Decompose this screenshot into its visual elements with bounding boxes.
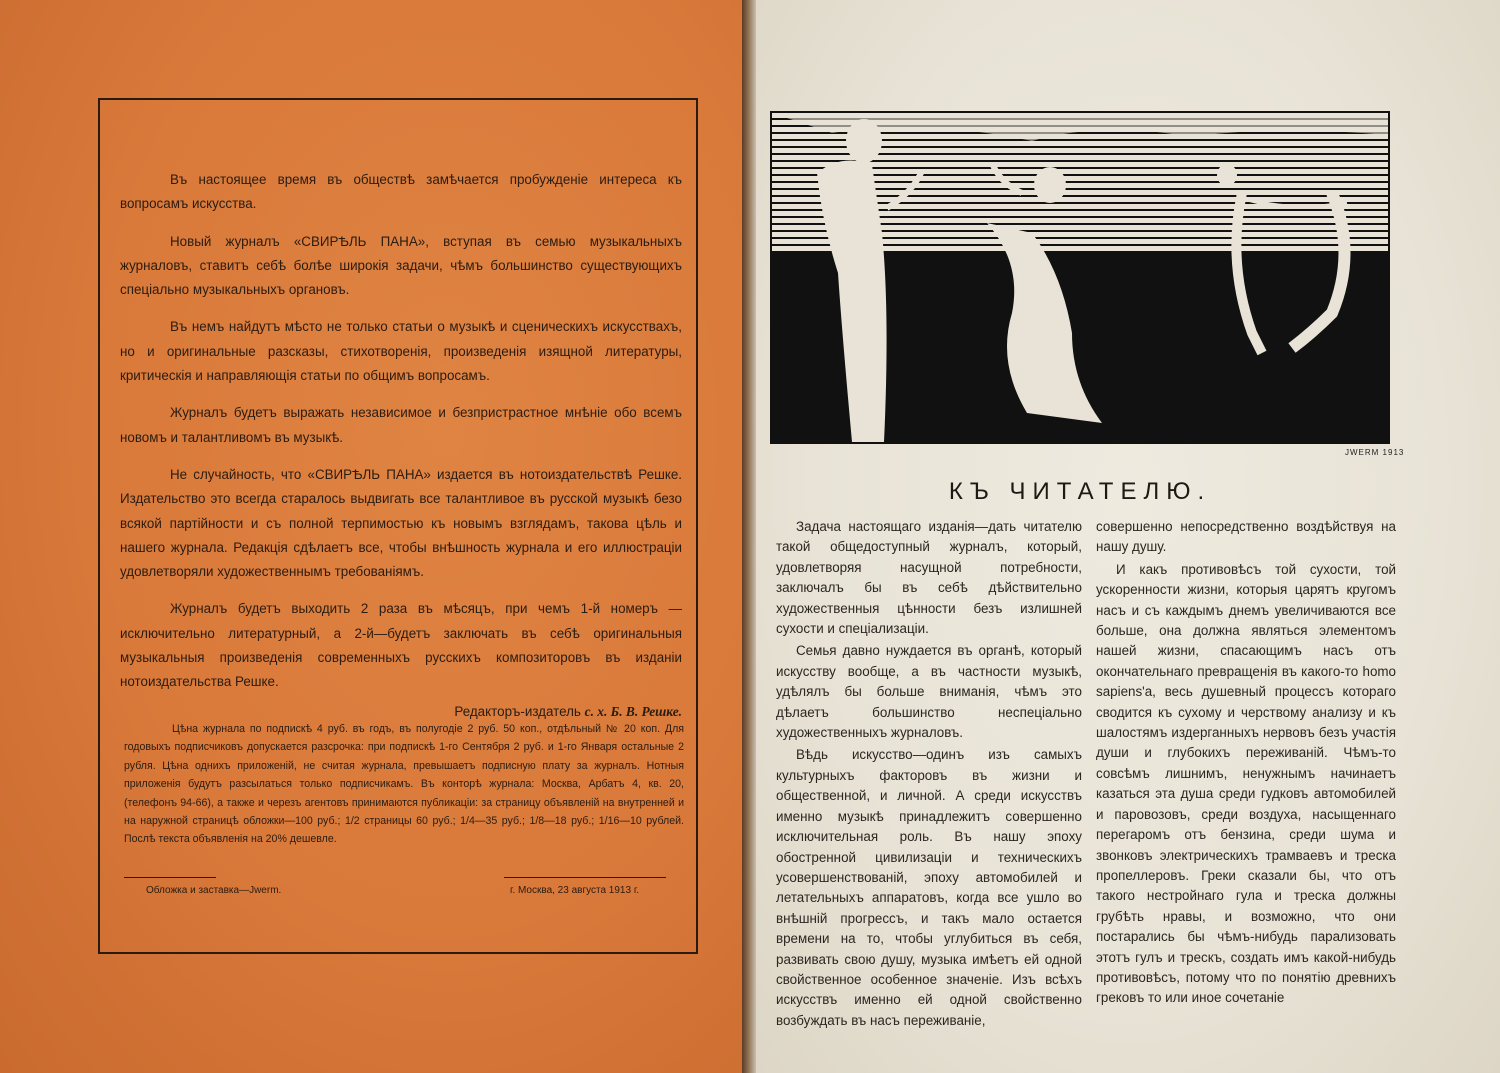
cover-page xyxy=(0,0,742,1073)
price-text: Цѣна журнала по подпискѣ 4 руб. въ годъ, въ полугодіе 2 руб. 50 коп., отдѣльный № 20 коп. Для годовыхъ подписчиковъ допускается разсрочка: при подпискѣ 1-го Сентября 2 руб. и 1-го Января остальные 2 рубля. Цѣна однихъ приложеній, не считая журнала, превышаетъ подписную плату за журналъ. Нотныя приложенія будутъ разсылаться только подписчикамъ. Въ конторѣ журнала: Москва, Арбатъ 4, кв. 20, (телефонъ 94-66), а также и черезъ агентовъ принимаются публикаціи: за страницу объявленій на внутренней и на наружной страницѣ обложки—100 руб.; 1/2 страницы 60 руб.; 1/4—35 руб.; 1/8—18 руб.; 1/16—10 рублей. Послѣ текста объявленія на 20% дешевле. xyxy=(124,723,684,846)
redactor-name: с. х. Б. В. Решке. xyxy=(584,703,682,719)
subscription-price-block xyxy=(124,720,684,849)
article-heading: КЪ ЧИТАТЕЛЮ. xyxy=(948,478,1212,505)
announcement-paragraph-4: Журналъ будетъ выражать независимое и безпристрастное мнѣніе обо всемъ новомъ и талантливомъ въ музыкѣ. xyxy=(120,405,682,445)
redactor-label: Редакторъ-издатель xyxy=(454,703,581,719)
announcement-paragraph-1: Въ настоящее время въ обществѣ замѣчается пробужденіе интереса къ вопросамъ искусства. xyxy=(120,172,682,212)
announcement-text xyxy=(120,168,682,737)
col2-continuation: совершенно непосредственно воздѣйствуя на нашу душу. xyxy=(1096,519,1396,555)
article-column-1 xyxy=(776,517,1082,1033)
col1-paragraph-1: Задача настоящаго изданія—дать читателю такой общедоступный журналъ, который, удовлетворяя насущной потребности, заключалъ бы въ себѣ дѣйствительно художественныя цѣнности безъ излишней сухости и спеціализаціи. xyxy=(776,519,1082,637)
article-column-2 xyxy=(1096,517,1396,1011)
announcement-paragraph-3: Въ немъ найдутъ мѣсто не только статьи о музыкѣ и сценическихъ искусствахъ, но и оригинальные разсказы, стихотворенія, произведенія изящной литературы, критическія и направляющія статьи по общимъ вопросамъ. xyxy=(120,319,682,384)
announcement-paragraph-6: Журналъ будетъ выходить 2 раза въ мѣсяцъ, при чемъ 1-й номеръ — исключительно литературный, а 2-й—будетъ заключать въ себѣ оригинальныя музыкальныя произведенія современныхъ русскихъ композиторовъ въ изданіи нотоиздательства Решке. xyxy=(120,601,682,690)
illustration-signature: JWERM 1913 xyxy=(1345,448,1405,457)
footer-rule-left xyxy=(124,877,216,878)
col2-paragraph-1: И какъ противовѣсъ той сухости, той ускоренности жизни, которыя царятъ кругомъ насъ и съ каждымъ днемъ увеличиваются все больше, она должна являться элементомъ нашей жизни, спасающимъ насъ отъ окончательнаго превращенія въ какого-то homo sapiens'a, весь душевный процессъ котораго сводится къ сухому и черствому анализу и къ шалостямъ издерганныхъ нервовъ безъ участія души и глубокихъ переживаній. Чѣмъ-то совсѣмъ лишнимъ, ненужнымъ начинаетъ казаться эта душа среди гудковъ автомобилей и паровозовъ, среди воздуха, насыщеннаго перегаромъ отъ бензина, среди шума и звонковъ электрическихъ трамваевъ и треска пропеллеровъ. Греки сказали бы, что отъ такого нестройнаго гула и треска должны грубѣть нравы, и возможно, что они постарались бы чѣмъ-нибудь парализовать этотъ гулъ и трескъ, создать имъ какой-нибудь противовѣсъ, потому что по понятію древнихъ грековъ то или иное сочетаніе xyxy=(1096,561,1396,1006)
announcement-paragraph-5: Не случайность, что «СВИРѢЛЬ ПАНА» издается въ нотоиздательствѣ Решке. Издательство это всегда старалось выдвигать все талантливое въ русской музыкѣ безо всякой партійности и съ полной терпимостью къ новымъ взглядамъ, такова цѣль и нашего журнала. Редакція сдѣлаетъ все, чтобы внѣшность журнала и его иллюстраціи удовлетворяли художественнымъ требованіямъ. xyxy=(120,466,682,580)
illustration-image xyxy=(772,113,1388,442)
header-illustration xyxy=(770,111,1390,444)
footer-date: г. Москва, 23 августа 1913 г. xyxy=(510,885,640,896)
footer-credit: Обложка и заставка—Jwerm. xyxy=(146,885,282,896)
footer-rule-right xyxy=(504,877,666,878)
page-gutter xyxy=(742,0,756,1073)
announcement-paragraph-2: Новый журналъ «СВИРѢЛЬ ПАНА», вступая въ семью музыкальныхъ журналовъ, ставитъ себѣ болѣе широкія задачи, чѣмъ большинство существующихъ спеціально музыкальныхъ органовъ. xyxy=(120,233,682,298)
col1-paragraph-3: Вѣдь искусство—одинъ изъ самыхъ культурныхъ факторовъ въ жизни и общественной, и личной. А среди искусствъ именно музыкѣ принадлежитъ совершенно исключительная роль. Въ нашу эпоху обостренной цивилизаціи и техническихъ усовершенствованій, эпоху автомобилей и летательныхъ аппаратовъ, когда все ушло во внѣшній прогрессъ, и такъ мало остается времени на то, чтобы углубиться въ себя, развивать свою душу, музыка имѣетъ ей одной свойственное особенное значеніе. Изъ всѣхъ искусствъ именно ей одной свойственно возбуждать въ насъ переживаніе, xyxy=(776,747,1082,1028)
col1-paragraph-2: Семья давно нуждается въ органѣ, который искусству вообще, а въ частности музыкѣ, удѣлялъ бы больше вниманія, чѣмъ это дѣлаетъ большинство неспеціально художественныхъ журналовъ. xyxy=(776,643,1082,741)
